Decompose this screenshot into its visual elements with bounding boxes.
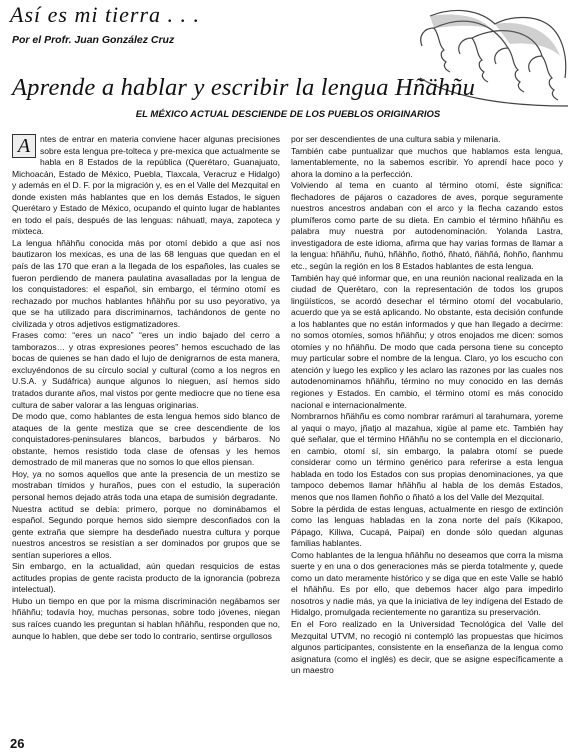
- article-paragraph: por ser descendientes de una cultura sabia y milenaria.: [291, 134, 501, 144]
- drop-cap: A: [12, 134, 36, 158]
- article-column-2: [291, 134, 563, 677]
- article-paragraph: Sin embargo, en la actualidad, aún quedan resquicios de estas actitudes propias de gente racista producto de la ignorancia (pobreza intelectual).: [12, 561, 280, 595]
- article-deck: EL MÉXICO ACTUAL DESCIENDE DE LOS PUEBLOS ORIGINARIOS: [135, 109, 441, 120]
- article-paragraph: Volviendo al tema en cuanto al término otomí, éste significa: flechadores de pájaros o cazadores de aves, porque seguramente nuestros ancestros andaban con el arco y la flecha cazando estos plumíferos como parte de su dieta. En cambio el término hñähñu es palabra muy nuestra por autodenominación. Yolanda Lastra, investigadora de este idioma, afirma que hay varias formas de llamar a la lengua: hñähñu, ñuhú, hñähño, ñothó, ñható, ñähñá, ñohño, ñanhmu etc., según la región en los 8 Estados hablantes de esta lengua.: [291, 180, 563, 272]
- article-paragraph: [12, 134, 280, 238]
- article-paragraph: En el Foro realizado en la Universidad Tecnológica del Valle del Mezquital UTVM, no recogió ni contempló las propuestas que hicimos algunos participantes, consistente en la enseñanza de la lengua como asignatura (como el inglés) es decir, que se asigne específicamente a un maestro: [291, 618, 563, 676]
- article-paragraph: Como hablantes de la lengua hñähñu no deseamos que corra la misma suerte y en una o dos generaciones más se pierda totalmente y, quede como un dato meramente histórico y se diga que en este Valle se habló el hñähñu. Es por ello, que debemos hacer algo para impedirlo nosotros y nadie más, ya que la iniciativa de ley indígena del Estado de Hidalgo, promulgada recientemente no garantiza su preservación.: [291, 549, 563, 618]
- article-paragraph: La lengua hñähñu conocida más por otomí debido a que así nos bautizaron los mexicas, es una de las 68 lenguas que quedan en el país de las 170 que eran a la llegada de los españoles, las cuales se fueron perdiendo de manera paulatina avasalladas por la lengua de los conquistadores: el español, sin embargo, el término otomí es rechazado por muchos hablantes hñähñu por su uso peyorativo, ya que se ha utilizado para discriminarnos, tachándonos de gente no civilizada y otros adjetivos estigmatizadores.: [12, 237, 280, 329]
- paragraph-text: ntes de entrar en materia conviene hacer algunas precisiones sobre esta lengua pre-tolteca y pre-mexica que actualmente se habla en 8 Estados de la república (Querétaro, Guanajuato, Michoacán, Estado de México, Puebla, Tlaxcala, Veracruz e Hidalgo) y además en el D. F. por la migración y, es en el Valle del Mezquital en donde existen más hablantes que en los demás Estados, le siguen Querétaro y Estado de México, ocupando el quinto lugar de hablantes en todo el país, después de las lenguas: náhuatl, maya, zapoteca y mixteca.: [12, 134, 280, 237]
- article-headline: Aprende a hablar y escribir la lengua Hñähñu: [12, 74, 476, 101]
- article-paragraph: Frases como: “eres un naco” “eres un indio bajado del cerro a tamborazos… y otras expresiones peores” hemos escuchado de las bocas de quienes se han dado el lujo de denigrarnos de esta manera, excluyéndonos de su círculo social y cultural (como a los negros en U.S.A. y Sudáfrica) aunque algunos lo nieguen, así hemos sido tratados durante años, mal vistos por gente mediocre que no tiene esa cultura de saber valorar a las lenguas originarias.: [12, 330, 280, 410]
- author-byline: Por el Profr. Juan González Cruz: [12, 34, 175, 46]
- article-paragraph: Hoy, ya no somos aquellos que ante la presencia de un mestizo se mostraban tímidos y huraños, pues con el estudio, la superación personal hemos dejado atrás toda una etapa de sumisión degradante.: [12, 468, 280, 502]
- article-paragraph: Nombrarnos hñähñu es como nombrar rarámuri al tarahumara, yoreme al yaqui o mayo, jñatjo al mazahua, xigüe al pame etc. También hay qué señalar, que el término Hñähñu no se contempla en el diccionario, en cambio, otomí sí, sin embargo, la palabra otomí se puede considerar como un término genérico para referirse a esta lengua hablada en todo los Estados con sus propias denominaciones, ya que tampoco debemos llamar hñähñu al habla de los demás Estados, menos que nos llamen ñohño o ñható a los del Valle del Mezquital.: [291, 411, 563, 502]
- article-paragraph: Nuestra actitud se debía: primero, porque no dominábamos el español. Segundo porque hemos sido siempre desconfiados con la gente extraña que siempre ha desdeñado nuestra cultura y porque nuestros ancestros se resistían a ser dominados por grupos que se sentían superiores a ellos.: [12, 503, 280, 560]
- article-paragraph: Hubo un tiempo en que por la misma discriminación negábamos ser hñähñu; todavía hoy, muchas personas, sobre todo jóvenes, niegan sus raíces cuando les preguntan si hablan hñähñu, responden que no, aunque lo hablen, que debe ser todo lo contrario, sentirse orgullosos: [12, 595, 280, 641]
- article-paragraph: También hay qué informar que, en una reunión nacional realizada en la ciudad de Querétaro, con la representación de todos los grupos lingüísticos, se acordó desechar el término otomí del vocabulario, acuerdo que ya se está aplicando. No obstante, esta decisión confunde a los hablantes que no están informados y que han llegado a decirme: no somos otomíes, somos hñähñu; y otros enojados me dicen: somos otomíes y no hñähñu. De modo que cada persona tiene su concepto muy particular sobre el nombre de la lengua. Claro, yo los escucho con atención y luego les explico y les aclaro las razones por las cuales nos autodenominamos hñähñu, término no muy conocido en las demás regiones y Estados. En cambio, el término otomí es más conocido nacional e internacionalmente.: [291, 272, 563, 410]
- series-title: Así es mi tierra . . .: [10, 2, 201, 27]
- article-paragraph: Sobre la pérdida de estas lenguas, actualmente en riesgo de extinción como las lenguas habladas en la zona norte del país (Kikapoo, Pápago, Kiliwa, Cucapá, Paipai) en donde sólo quedan algunas familias hablantes.: [291, 503, 563, 549]
- article-paragraph: De modo que, como hablantes de esta lengua hemos sido blanco de ataques de la gente mestiza que se cree descendiente de los conquistadores-peninsulares blancos, barbudos y bárbaros. No obstante, hemos resistido toda clase de ofensas y les hemos demostrado de mil maneras que no somos lo que ellos piensan.: [12, 411, 280, 468]
- page-number: 26: [10, 736, 25, 751]
- article-paragraph: También cabe puntualizar que muchos que hablamos esta lengua, lamentablemente, no la sabemos escribir. Yo aprendí hace poco y ahora la domino a la perfección.: [291, 145, 563, 179]
- article-column-1: [12, 134, 280, 642]
